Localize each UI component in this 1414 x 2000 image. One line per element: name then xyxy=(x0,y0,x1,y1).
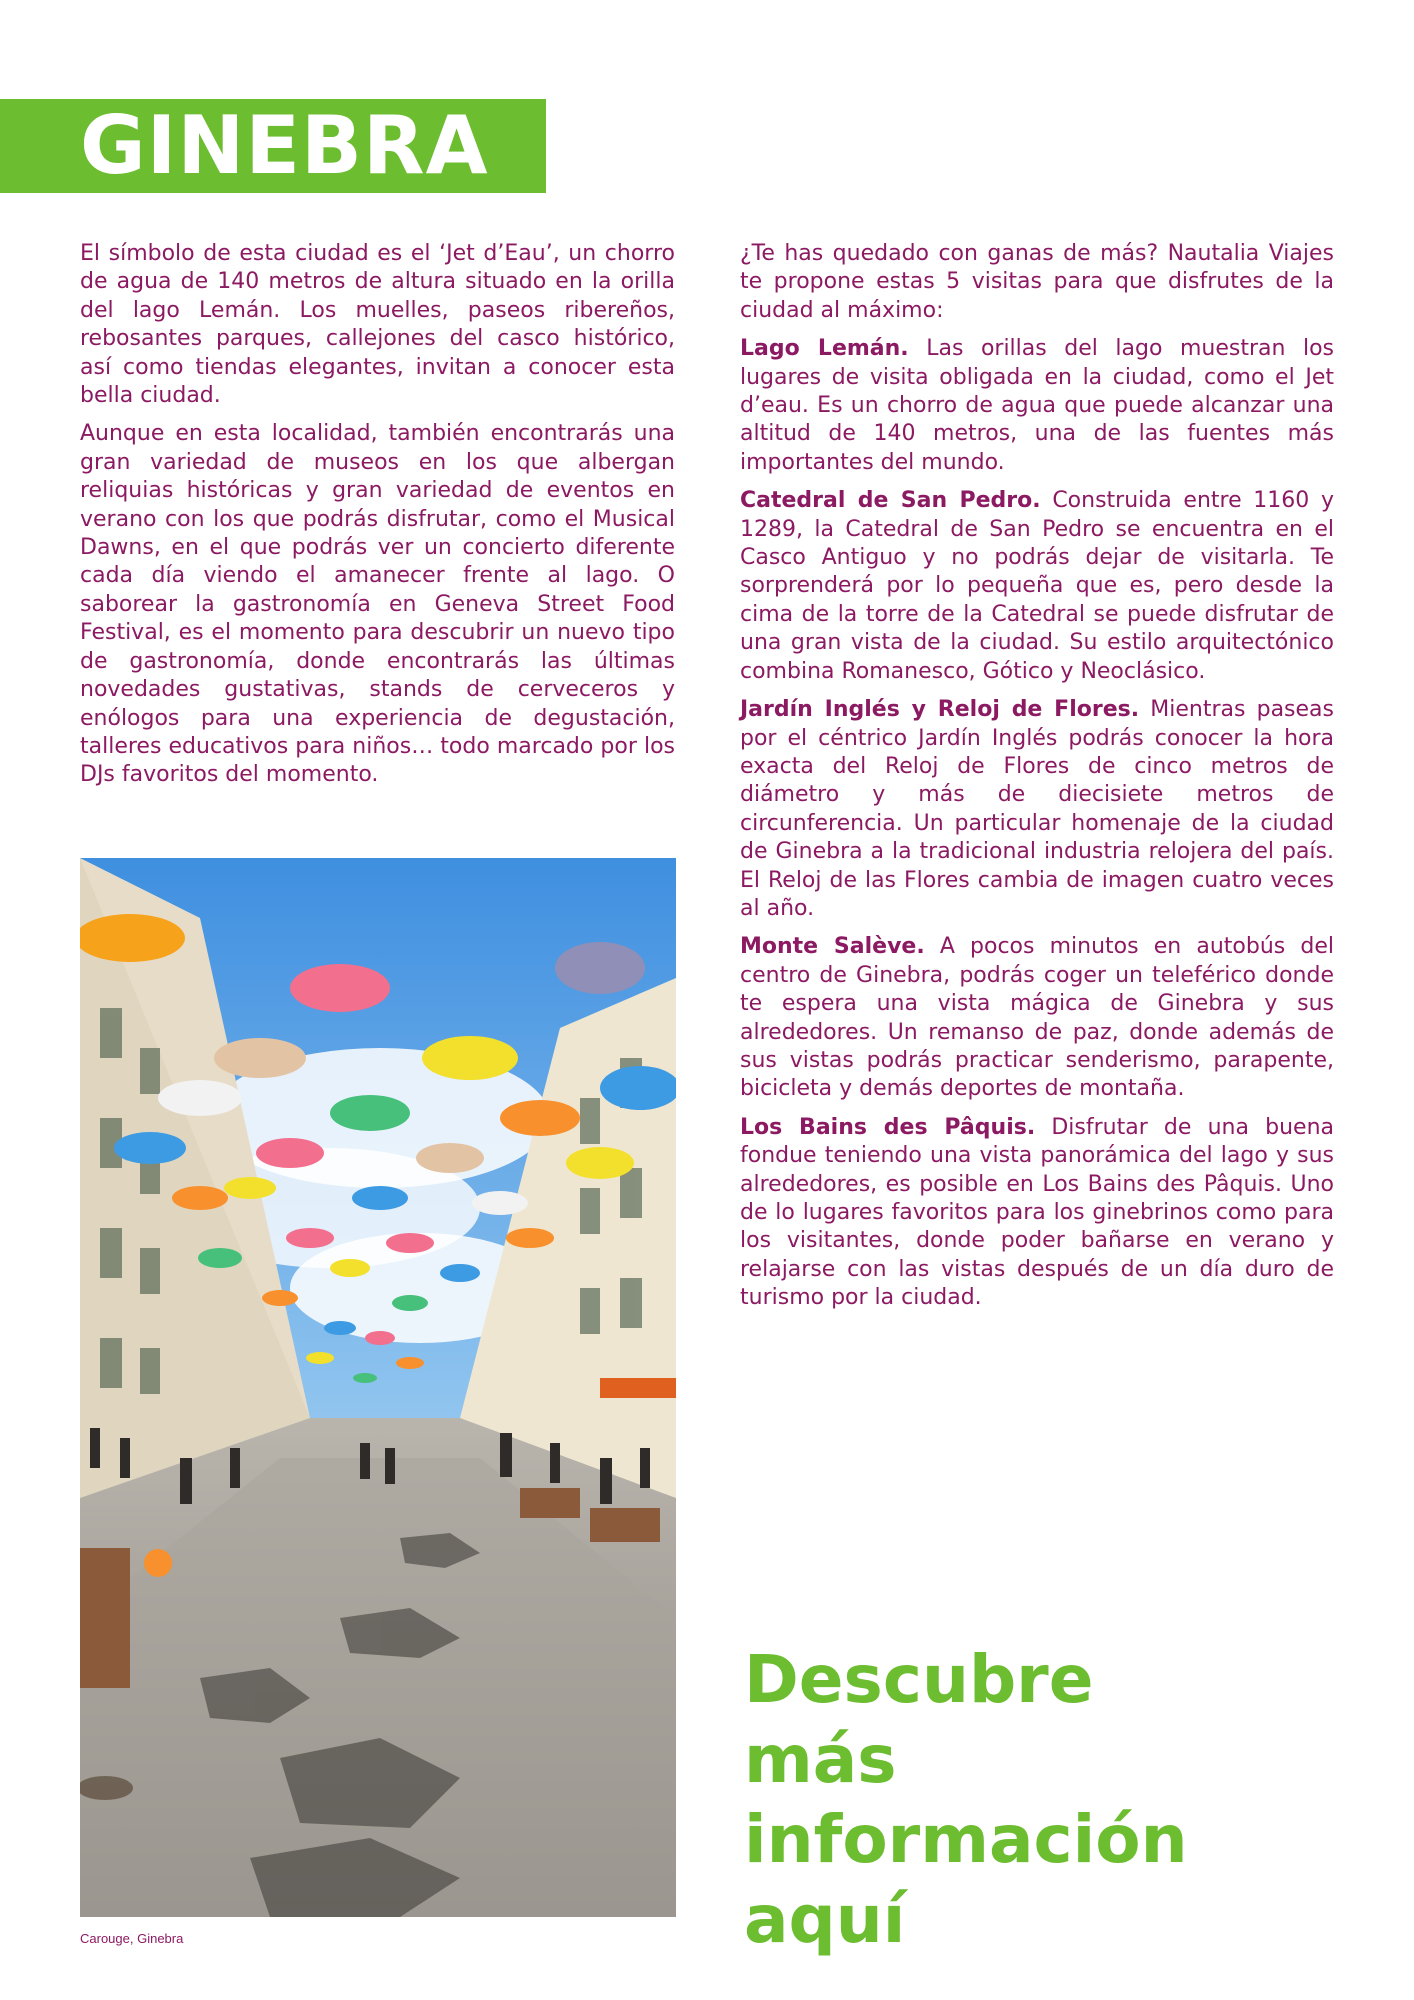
visit-text: Mientras paseas por el céntrico Jardín Inglés podrás conocer la hora exacta del Reloj de Flores de cinco metros de diámetro y más de diecisiete metros de circunferencia. Un particular homenaje de la ciudad de Ginebra a la tradicional industria relojera del país. El Reloj de las Flores cambia de imagen cuatro veces al año. xyxy=(740,697,1334,921)
visit-item xyxy=(740,696,1334,923)
photo-caption: Carouge, Ginebra xyxy=(80,1931,184,1946)
visit-item xyxy=(740,335,1334,477)
visit-title: Los Bains des Pâquis. xyxy=(740,1114,1036,1140)
right-column xyxy=(740,240,1334,1323)
page-title: GINEBRA xyxy=(80,99,489,192)
events-paragraph: Aunque en esta localidad, también encontrarás una gran variedad de museos en los que albergan reliquias históricas y gran variedad de eventos en verano con los que podrás disfrutar, como el Musical Dawns, en el que podrás ver un concierto diferente cada día viendo el amanecer frente al lago. O saborear la gastronomía en Geneva Street Food Festival, es el momento para descubrir un nuevo tipo de gastronomía, donde encontrarás las últimas novedades gustativas, stands de cerveceros y enólogos para una experiencia de degustación, talleres educativos para niños… todo marcado por los DJs favoritos del momento. xyxy=(80,421,675,788)
visit-text: Construida entre 1160 y 1289, la Catedral de San Pedro se encuentra en el Casco Antiguo y no podrás dejar de visitarla. Te sorprenderá por lo pequeña que es, pero desde la cima de la torre de la Catedral se puede disfrutar de una gran vista de la ciudad. Su estilo arquitectónico combina Romanesco, Gótico y Neoclásico. xyxy=(740,488,1334,684)
visit-title: Catedral de San Pedro. xyxy=(740,488,1041,514)
visit-item xyxy=(740,487,1334,686)
cta-line: aquí xyxy=(744,1881,906,1958)
visit-text: Disfrutar de una buena fondue teniendo una vista panorámica del lago y sus alrededores, es posible en Los Bains des Pâquis. Uno de lo lugares favoritos para los ginebrinos como para los visitantes, donde poder bañarse en verano y relajarse con las vistas después de un día duro de turismo por la ciudad. xyxy=(740,1114,1334,1311)
street-umbrellas-photo xyxy=(80,858,676,1917)
visit-title: Monte Salève. xyxy=(740,934,925,960)
visits-intro: ¿Te has quedado con ganas de más? Nautalia Viajes te propone estas 5 visitas para que disfrutes de la ciudad al máximo: xyxy=(740,241,1334,323)
visit-text: Las orillas del lago muestran los lugares de visita obligada en la ciudad, como el Jet d’eau. Es un chorro de agua que puede alcanzar una altitud de 140 metros, una de las fuentes más importantes del mundo. xyxy=(740,336,1335,475)
visit-item xyxy=(740,933,1334,1103)
visit-title: Lago Lemán. xyxy=(740,336,909,362)
cta-line: más xyxy=(744,1721,897,1798)
visit-item xyxy=(740,1114,1334,1313)
more-info-link[interactable] xyxy=(744,1640,1344,1960)
visit-title: Jardín Inglés y Reloj de Flores. xyxy=(740,697,1140,723)
visit-text: A pocos minutos en autobús del centro de Ginebra, podrás coger un teleférico donde te espera una vista mágica de Ginebra y sus alrededores. Un remanso de paz, donde además de sus vistas podrás practicar senderismo, parapente, bicicleta y demás deportes de montaña. xyxy=(740,934,1334,1102)
cta-line: información xyxy=(744,1801,1188,1878)
left-column xyxy=(80,240,675,800)
intro-paragraph: El símbolo de esta ciudad es el ‘Jet d’Eau’, un chorro de agua de 140 metros de altura situado en la orilla del lago Lemán. Los muelles, paseos ribereños, rebosantes parques, callejones del casco histórico, así como tiendas elegantes, invitan a conocer esta bella ciudad. xyxy=(80,241,675,409)
cta-line: Descubre xyxy=(744,1641,1094,1718)
title-banner xyxy=(0,99,546,193)
